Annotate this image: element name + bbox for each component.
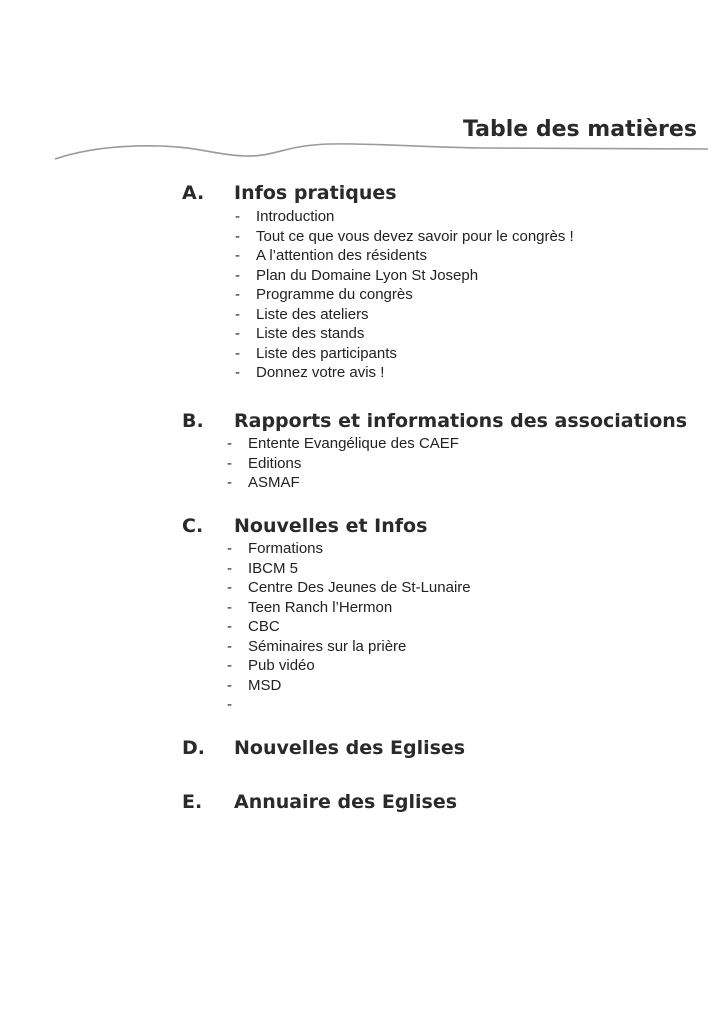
section-letter: A.: [182, 182, 205, 204]
section-heading: Nouvelles des Eglises: [234, 737, 466, 759]
section-heading: Annuaire des Eglises: [234, 791, 458, 813]
section-heading: Rapports et informations des associations: [234, 410, 688, 432]
section-heading: Nouvelles et Infos: [234, 515, 428, 537]
page-title: Table des matières: [463, 117, 697, 142]
decorative-wave-divider: [40, 135, 710, 175]
section-letter: D.: [182, 737, 205, 759]
section-letter: B.: [182, 410, 204, 432]
section-heading: Infos pratiques: [234, 182, 397, 204]
section-letter: E.: [182, 791, 203, 813]
document-page: Table des matières A. Infos pratiques - Introduction - Tout ce que vous devez savoir pour le congrès ! - A l’attention des résidents - Plan du Domaine Lyon St Joseph - Programme du congrès - Liste des ateliers - Liste des stands - Liste des participants - Donnez votre avis ! B. Rapports et informations des associations - Entente Evangélique des CAEF - Editions - ASMAF C. Nouvelles et Infos - Formations - IBCM 5 - Centre Des Jeunes de St-Lunaire - Teen Ranch l’Hermon - CBC - Séminaires sur la prière - Pub vidéo - MSD - D. Nouvelles des Eglises E. Annuaire des Eglises: [0, 0, 725, 1024]
section-letter: C.: [182, 515, 204, 537]
